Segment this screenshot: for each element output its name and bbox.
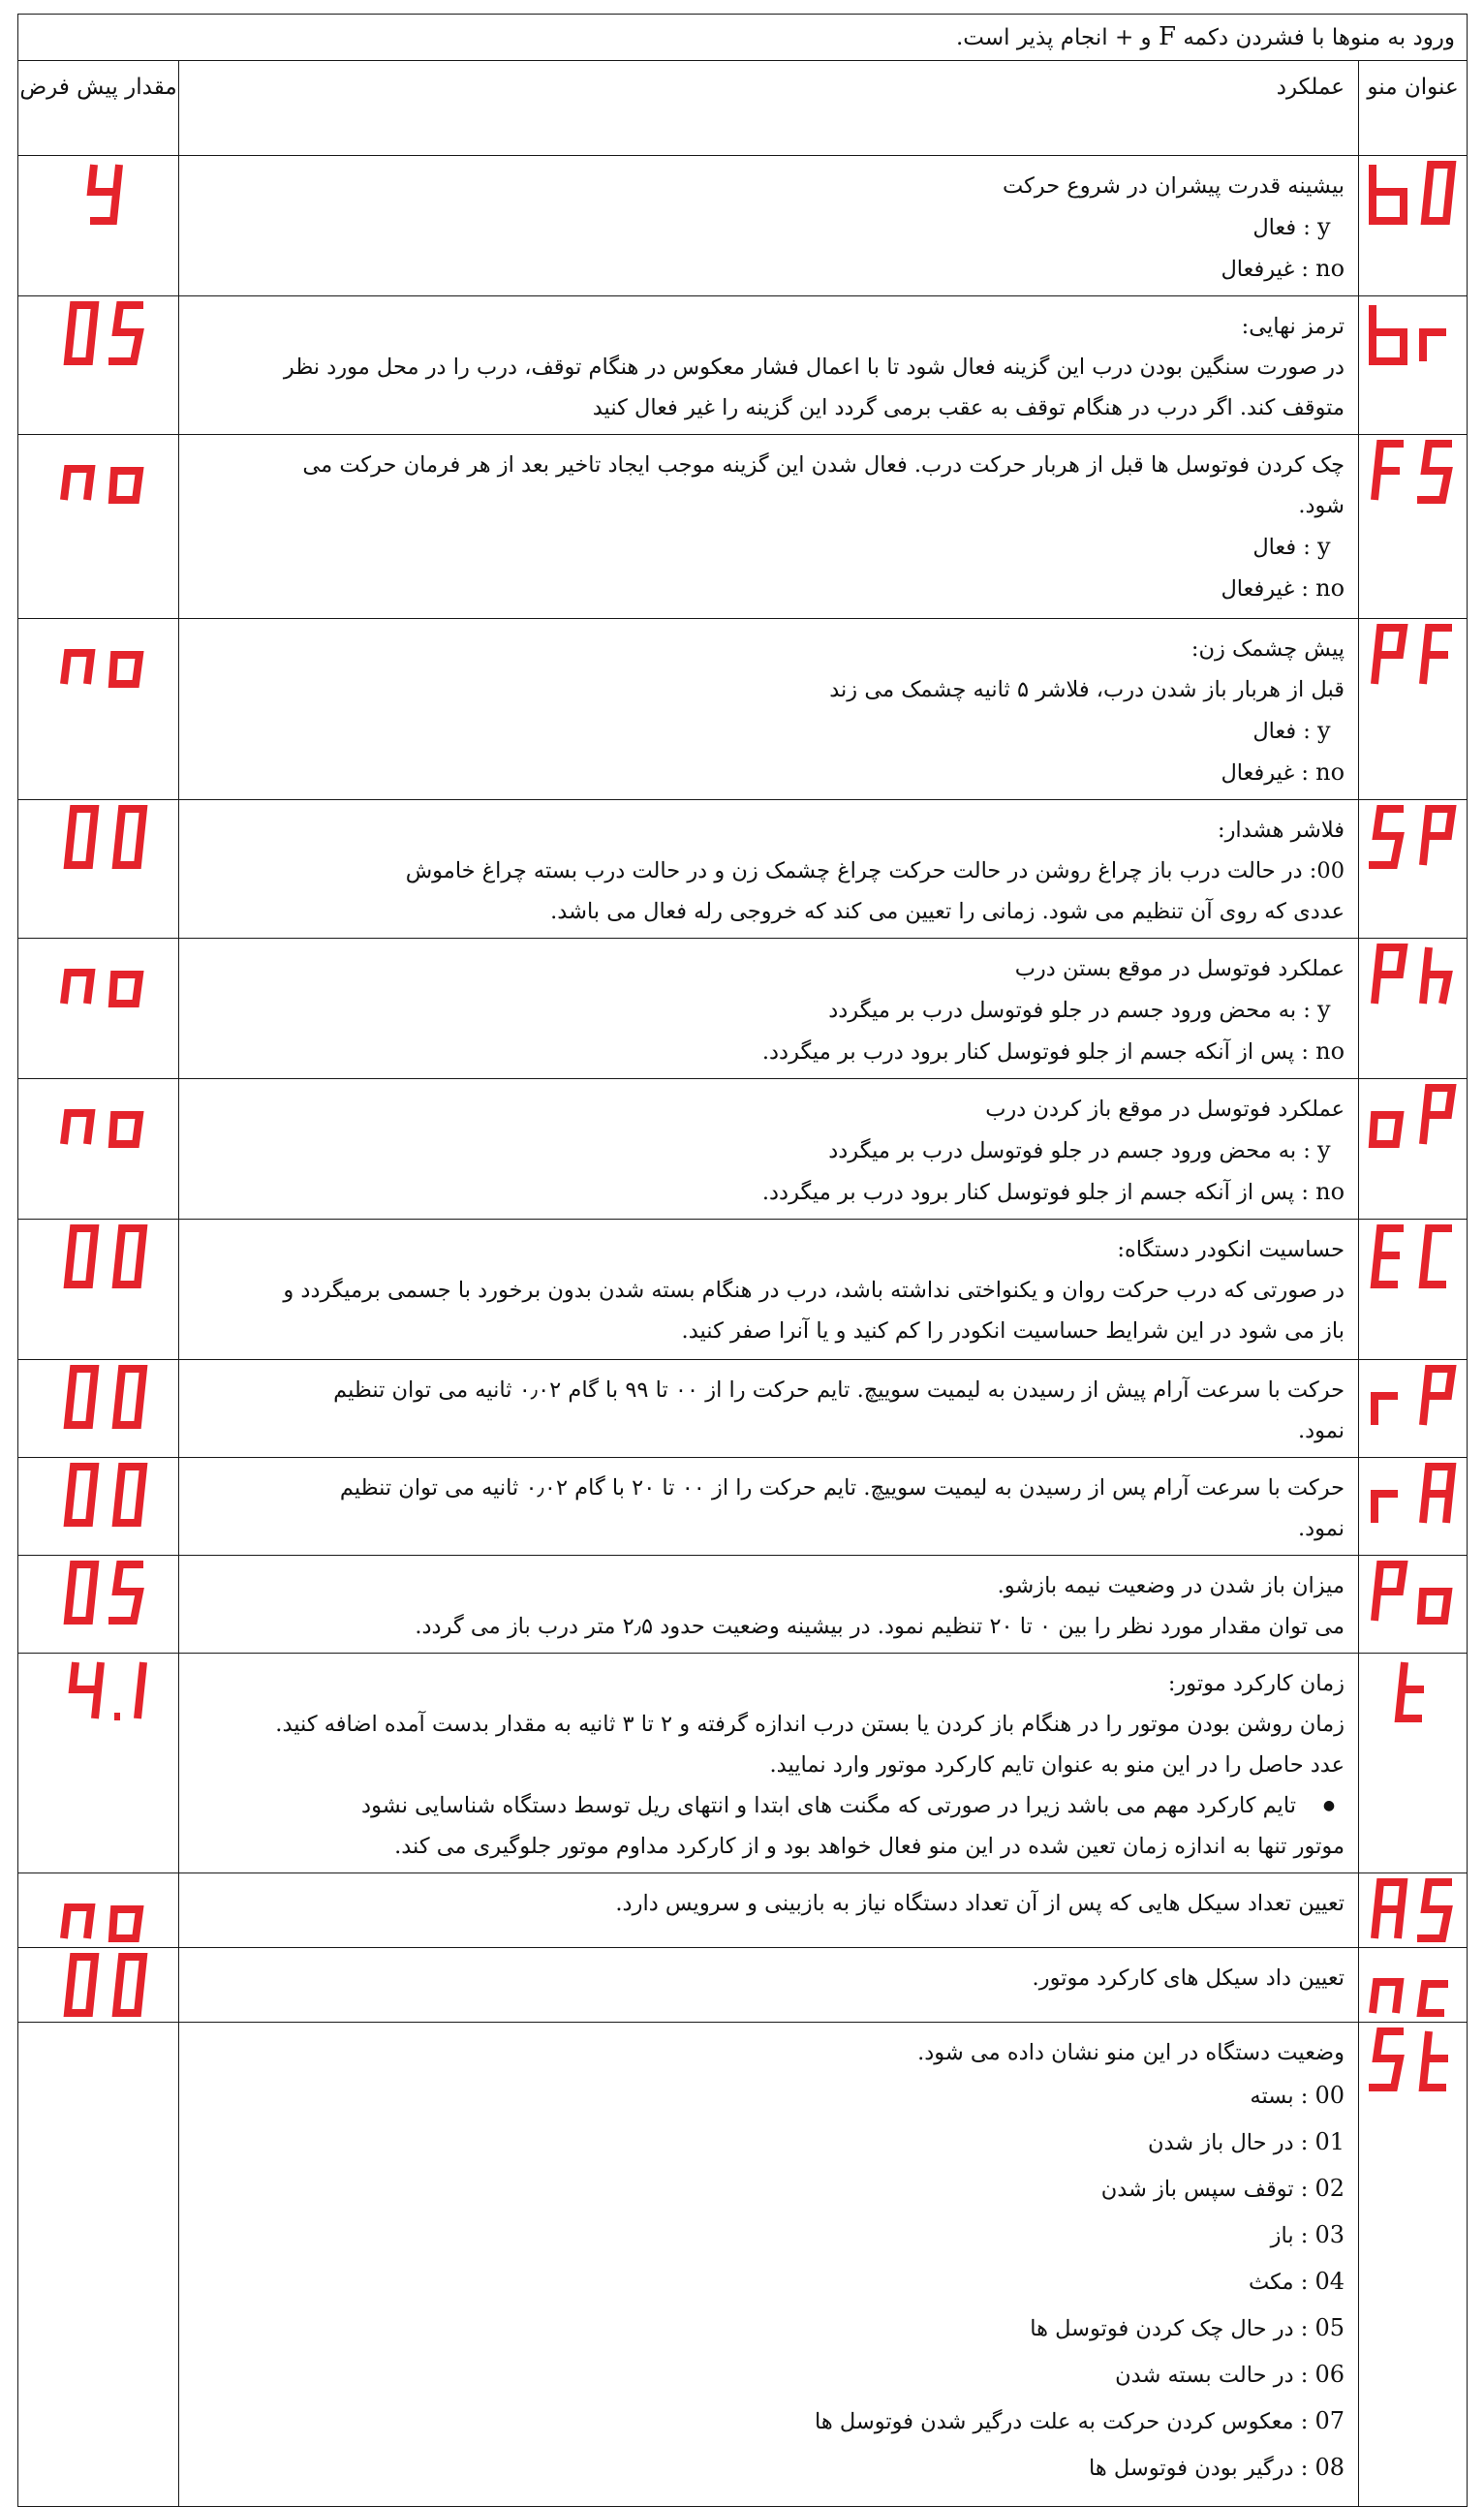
- menu-code-display: [1349, 620, 1466, 692]
- segment-glyph: [68, 1369, 95, 1425]
- menu-row: [18, 1220, 1468, 1360]
- option-line: y : فعال: [193, 710, 1345, 752]
- menu-row: [18, 1079, 1468, 1220]
- option-key: 05: [1314, 2314, 1345, 2341]
- function-cell: [179, 939, 1359, 1079]
- option-key: 08: [1314, 2454, 1345, 2481]
- default-value-display: [41, 157, 157, 229]
- menu-row: [18, 1948, 1468, 2023]
- segment-glyph: [68, 1467, 95, 1523]
- function-line: زمان کارکرد موتور:: [1167, 1671, 1345, 1696]
- default-value-cell: [18, 1556, 179, 1654]
- banner-pre: ورود به منوها با فشردن دکمه: [1183, 25, 1456, 50]
- menu-code-cell: [1359, 1556, 1468, 1654]
- option-line: no : غیرفعال: [193, 248, 1345, 290]
- option-key: y: [1317, 213, 1331, 240]
- option-value: به محض ورود جسم در جلو فوتوسل درب بر میگردد: [828, 998, 1297, 1023]
- default-value-cell: [18, 619, 179, 800]
- segment-glyph: [68, 1564, 95, 1621]
- function-cell: [179, 156, 1359, 296]
- header-function: عملکرد: [179, 61, 1359, 156]
- function-cell: [179, 1948, 1359, 2023]
- function-cell: [179, 800, 1359, 939]
- option-key: 02: [1314, 2175, 1345, 2202]
- segment-glyph: [68, 809, 95, 865]
- segment-glyph: [112, 975, 139, 1004]
- segment-glyph: [64, 973, 91, 1004]
- menu-code-display: [1349, 2024, 1466, 2095]
- option-line: 07 : معکوس کردن حرکت به علت درگیر شدن فوتوسل ها: [193, 2399, 1345, 2445]
- default-value-cell: [18, 1458, 179, 1556]
- default-value-display: [41, 297, 157, 369]
- segment-glyph: [1423, 1467, 1452, 1523]
- function-line: تعیین تعداد سیکل هایی که پس از آن تعداد دستگاه نیاز به بازبینی و سرویس دارد.: [615, 1891, 1345, 1916]
- option-key: 07: [1314, 2407, 1345, 2434]
- option-key: 00: [1314, 2082, 1345, 2109]
- option-key: 03: [1314, 2221, 1345, 2248]
- function-cell: [179, 435, 1359, 619]
- segment-glyph: [108, 1564, 143, 1621]
- segment-glyph: [64, 469, 91, 500]
- option-value: غیرفعال: [1221, 576, 1295, 602]
- default-value-cell: [18, 1654, 179, 1873]
- header-default-value: مقدار پیش فرض: [18, 61, 179, 156]
- default-value-cell: [18, 939, 179, 1079]
- function-line: می توان مقدار مورد نظر را بین ۰ تا ۲۰ تنظیم نمود. در بیشینه وضعیت حدود ۲٫۵ متر درب باز می گردد.: [415, 1614, 1345, 1639]
- option-line: 04 : مکث: [193, 2259, 1345, 2306]
- function-line: قبل از هربار باز شدن درب، فلاشر ۵ ثانیه چشمک می زند: [829, 677, 1345, 702]
- function-line: چک کردن فوتوسل ها قبل از هربار حرکت درب. فعال شدن این گزینه موجب ایجاد تاخیر بعد از هر فرمان حرکت می: [302, 452, 1345, 478]
- menu-code-cell: [1359, 1873, 1468, 1948]
- default-value-cell: [18, 1079, 179, 1220]
- option-value: معکوس کردن حرکت به علت درگیر شدن فوتوسل ها: [815, 2409, 1294, 2434]
- function-line: موتور تنها به اندازه زمان تعین شده در این منو فعال خواهد بود و از کارکرد مداوم موتور جلوگیری می کند.: [394, 1834, 1345, 1859]
- option-value: پس از آنکه جسم از جلو فوتوسل کنار برود درب بر میگردد.: [761, 1180, 1295, 1205]
- menu-row: [18, 296, 1468, 435]
- menu-code-cell: [1359, 1458, 1468, 1556]
- option-value: فعال: [1252, 535, 1297, 560]
- option-line: no : غیرفعال: [193, 752, 1345, 793]
- menu-code-display: [1349, 1221, 1466, 1292]
- menu-code-display: [1349, 1459, 1466, 1531]
- menu-code-display: [1349, 1557, 1466, 1628]
- menu-code-cell: [1359, 1948, 1468, 2023]
- segment-glyph: [64, 1907, 91, 1938]
- option-key: no: [1315, 1037, 1345, 1065]
- option-line: y : به محض ورود جسم در جلو فوتوسل درب بر میگردد: [193, 1130, 1345, 1171]
- menu-code-cell: [1359, 1079, 1468, 1220]
- menu-code-display: [1349, 1080, 1466, 1152]
- menu-code-cell: [1359, 619, 1468, 800]
- option-key: no: [1315, 255, 1345, 282]
- function-line: حساسیت انکودر دستگاه:: [1117, 1237, 1345, 1262]
- default-value-display: [41, 1459, 157, 1531]
- menu-row: [18, 1556, 1468, 1654]
- default-value-display: [41, 1557, 157, 1628]
- segment-glyph: [116, 1957, 143, 2013]
- banner-cell: [18, 15, 1468, 61]
- option-line: y : فعال: [193, 206, 1345, 248]
- function-cell: [179, 1360, 1359, 1458]
- segment-glyph: [1423, 328, 1446, 361]
- segment-glyph: [1421, 1984, 1448, 2013]
- function-line: میزان باز شدن در وضعیت نیمه بازشو.: [997, 1573, 1345, 1598]
- segment-glyph: [1369, 809, 1404, 865]
- option-line: 08 : درگیر بودن فوتوسل ها: [193, 2445, 1345, 2492]
- segment-glyph: [1417, 444, 1452, 500]
- segment-glyph: [1373, 165, 1404, 221]
- default-value-cell: [18, 1220, 179, 1360]
- option-line: no : غیرفعال: [193, 568, 1345, 609]
- menu-code-cell: [1359, 435, 1468, 619]
- function-cell: [179, 1556, 1359, 1654]
- default-value-display: [41, 1080, 157, 1152]
- menu-row: [18, 2023, 1468, 2507]
- segment-glyph: [1423, 1369, 1452, 1425]
- option-line: 01 : در حال باز شدن: [193, 2120, 1345, 2166]
- header-menu-title: عنوان منو: [1359, 61, 1468, 156]
- header-row: [18, 61, 1468, 156]
- option-value: در حال چک کردن فوتوسل ها: [1030, 2316, 1294, 2341]
- segment-glyph: [1375, 1564, 1404, 1621]
- menu-code-cell: [1359, 1220, 1468, 1360]
- segment-glyph: [112, 1909, 139, 1938]
- function-cell: [179, 619, 1359, 800]
- segment-glyph: [1421, 1592, 1448, 1621]
- option-key: no: [1315, 1178, 1345, 1205]
- function-line: فلاشر هشدار:: [1217, 818, 1345, 843]
- segment-glyph: [1375, 1228, 1404, 1284]
- segment-glyph: [1399, 1662, 1424, 1718]
- option-key: y: [1317, 717, 1331, 744]
- default-value-display: [41, 1361, 157, 1433]
- menu-row: [18, 1873, 1468, 1948]
- function-line: پیش چشمک زن:: [1190, 636, 1345, 662]
- menu-code-display: [1349, 801, 1466, 873]
- option-value: به محض ورود جسم در جلو فوتوسل درب بر میگردد: [828, 1138, 1297, 1163]
- function-line: زمان روشن بودن موتور را در هنگام باز کردن یا بستن درب اندازه گرفته و ۲ تا ۳ ثانیه به مقدار بدست آمده اضافه کنید.: [275, 1712, 1345, 1737]
- menu-code-cell: [1359, 156, 1468, 296]
- segment-glyph: [1373, 1982, 1400, 2013]
- bullet-line: ● تایم کارکرد مهم می باشد زیرا در صورتی که مگنت های ابتدا و انتهای ریل توسط دستگاه شناسایی نشود: [193, 1785, 1345, 1826]
- menu-code-display: [1349, 157, 1466, 229]
- option-line: no : پس از آنکه جسم از جلو فوتوسل کنار برود درب بر میگردد.: [193, 1171, 1345, 1213]
- function-line: باز می شود در این شرایط حساسیت انکودر را کم کنید و یا آنرا صفر کنید.: [681, 1318, 1345, 1344]
- function-line: در صورت سنگین بودن درب این گزینه فعال شود تا با اعمال فشار معکوس در هنگام توقف، درب را در محل مورد نظر: [283, 355, 1345, 380]
- option-value: در حال باز شدن: [1147, 2130, 1294, 2155]
- menu-code-display: [1349, 940, 1466, 1011]
- function-line: حرکت با سرعت آرام پیش از رسیدن به لیمیت سوییچ. تایم حرکت را از ۰۰ تا ۹۹ با گام ۰٫۰۲ ثانیه می توان تنظیم: [333, 1377, 1345, 1403]
- option-value: غیرفعال: [1221, 257, 1295, 282]
- banner-key-f: F: [1158, 22, 1177, 51]
- segment-glyph: [112, 471, 139, 500]
- default-value-cell: [18, 296, 179, 435]
- segment-glyph: [90, 165, 119, 221]
- menu-code-cell: [1359, 1360, 1468, 1458]
- default-value-display: [41, 1221, 157, 1292]
- function-cell: [179, 2023, 1359, 2507]
- segment-glyph: [1369, 2031, 1404, 2088]
- segment-glyph: [1373, 305, 1404, 361]
- menu-table: [17, 14, 1468, 2507]
- menu-code-display: [1349, 1949, 1466, 2021]
- function-cell: [179, 1079, 1359, 1220]
- function-line: عدد حاصل را در این منو به عنوان تایم کارکرد موتور وارد نمایید.: [769, 1752, 1345, 1778]
- menu-code-cell: [1359, 800, 1468, 939]
- function-line: نمود.: [1297, 1516, 1345, 1541]
- menu-code-display: [1349, 1874, 1466, 1946]
- default-value-display: [41, 1949, 157, 2021]
- banner-mid: و: [1140, 25, 1152, 50]
- segment-glyph: [73, 1662, 101, 1718]
- segment-glyph: [1375, 444, 1404, 500]
- segment-glyph: [108, 305, 143, 361]
- option-value: بسته: [1250, 2084, 1294, 2109]
- default-value-cell: [18, 1873, 179, 1948]
- function-line: متوقف کند. اگر درب در هنگام توقف به عقب برمی گردد این گزینه را غیر فعال کنید: [592, 395, 1345, 420]
- function-line: عملکرد فوتوسل در موقع باز کردن درب: [985, 1097, 1345, 1122]
- segment-glyph: [1375, 1490, 1398, 1523]
- default-value-display: [41, 1655, 157, 1726]
- function-line: عملکرد فوتوسل در موقع بستن درب: [1014, 956, 1345, 981]
- segment-glyph: [68, 305, 95, 361]
- option-value: غیرفعال: [1221, 760, 1295, 786]
- segment-glyph: [1375, 947, 1404, 1004]
- option-line: 02 : توقف سپس باز شدن: [193, 2166, 1345, 2213]
- option-value: درگیر بودن فوتوسل ها: [1089, 2456, 1294, 2481]
- option-key: 01: [1314, 2128, 1345, 2155]
- option-line: 05 : در حال چک کردن فوتوسل ها: [193, 2306, 1345, 2352]
- menu-row: [18, 1360, 1468, 1458]
- menu-code-cell: [1359, 1654, 1468, 1873]
- default-value-cell: [18, 156, 179, 296]
- function-cell: [179, 1458, 1359, 1556]
- segment-glyph: [1423, 628, 1452, 684]
- option-value: توقف سپس باز شدن: [1100, 2177, 1294, 2202]
- segment-glyph: [1423, 809, 1452, 865]
- default-value-cell: [18, 435, 179, 619]
- function-cell: [179, 296, 1359, 435]
- option-line: 03 : باز: [193, 2213, 1345, 2259]
- option-value: مکث: [1249, 2270, 1294, 2295]
- segment-glyph: [1423, 947, 1448, 1004]
- segment-glyph: [112, 1115, 139, 1144]
- function-line: بیشینه قدرت پیشران در شروع حرکت: [1003, 173, 1345, 199]
- menu-row: [18, 619, 1468, 800]
- function-line: شود.: [1298, 493, 1345, 518]
- default-value-cell: [18, 800, 179, 939]
- default-value-display: [41, 801, 157, 873]
- menu-row: [18, 1458, 1468, 1556]
- option-key: no: [1315, 758, 1345, 786]
- option-value: باز: [1270, 2223, 1294, 2248]
- option-key: 06: [1314, 2361, 1345, 2388]
- option-key: y: [1317, 996, 1331, 1023]
- option-line: no : پس از آنکه جسم از جلو فوتوسل کنار برود درب بر میگردد.: [193, 1031, 1345, 1072]
- segment-glyph: [1423, 1088, 1452, 1144]
- default-value-display: [41, 940, 157, 1011]
- segment-glyph: [1375, 628, 1404, 684]
- segment-glyph: [68, 1957, 95, 2013]
- function-cell: [179, 1654, 1359, 1873]
- default-value-display: [41, 1874, 157, 1946]
- default-value-cell: [18, 2023, 179, 2507]
- segment-glyph: [1425, 165, 1452, 221]
- option-value: پس از آنکه جسم از جلو فوتوسل کنار برود درب بر میگردد.: [761, 1039, 1295, 1065]
- menu-code-display: [1349, 297, 1466, 369]
- banner-key-plus: +: [1114, 25, 1134, 50]
- menu-row: [18, 435, 1468, 619]
- banner-row: [18, 15, 1468, 61]
- option-value: فعال: [1252, 215, 1297, 240]
- segment-glyph: [116, 1228, 143, 1284]
- option-line: y : فعال: [193, 526, 1345, 568]
- option-line: 06 : در حالت بسته شدن: [193, 2352, 1345, 2399]
- segment-glyph: [68, 1228, 95, 1284]
- segment-glyph: [64, 653, 91, 684]
- menu-row: [18, 156, 1468, 296]
- segment-glyph: [1423, 2031, 1448, 2088]
- function-line: تعیین داد سیکل های کارکرد موتور.: [1032, 1965, 1345, 1991]
- default-value-cell: [18, 1948, 179, 2023]
- segment-glyph: [116, 809, 143, 865]
- segment-glyph: [1417, 1882, 1452, 1938]
- function-cell: [179, 1873, 1359, 1948]
- menu-row: [18, 1654, 1468, 1873]
- menu-code-display: [1349, 1655, 1466, 1726]
- segment-glyph: [116, 1467, 143, 1523]
- function-line: حرکت با سرعت آرام پس از رسیدن به لیمیت سوییچ. تایم حرکت را از ۰۰ تا ۲۰ با گام ۰٫۰۲ ثانیه می توان تنظیم: [339, 1475, 1345, 1501]
- menu-code-cell: [1359, 296, 1468, 435]
- menu-row: [18, 939, 1468, 1079]
- option-key: no: [1315, 574, 1345, 602]
- menu-code-cell: [1359, 939, 1468, 1079]
- option-value: فعال: [1252, 719, 1297, 744]
- option-key: 04: [1314, 2268, 1345, 2295]
- function-line: عددی که روی آن تنظیم می شود. زمانی را تعیین می کند که خروجی رله فعال می باشد.: [550, 899, 1345, 924]
- option-line: y : به محض ورود جسم در جلو فوتوسل درب بر میگردد: [193, 989, 1345, 1031]
- segment-glyph: [1373, 1115, 1400, 1144]
- function-line: در صورتی که درب حرکت روان و یکنواختی نداشته باشد، درب در هنگام بسته شدن بدون برخورد با جسمی برمیگردد و: [283, 1278, 1345, 1303]
- menu-row: [18, 800, 1468, 939]
- default-value-display: [41, 436, 157, 508]
- function-line: وضعیت دستگاه در این منو نشان داده می شود.: [917, 2040, 1345, 2065]
- segment-glyph: [1375, 1882, 1404, 1938]
- function-line: نمود.: [1297, 1418, 1345, 1443]
- option-key: y: [1317, 1136, 1331, 1163]
- default-value-display: [41, 620, 157, 692]
- option-line: 00 : بسته: [193, 2073, 1345, 2120]
- function-line: ترمز نهایی:: [1241, 314, 1345, 339]
- option-value: در حالت بسته شدن: [1115, 2363, 1294, 2388]
- menu-code-cell: [1359, 2023, 1468, 2507]
- segment-glyph: [1375, 1392, 1398, 1425]
- segment-glyph: [1423, 1228, 1452, 1284]
- function-line: 00: در حالت درب باز چراغ روشن در حالت حرکت چراغ چشمک زن و در حالت درب بسته چراغ خاموش: [405, 858, 1345, 883]
- banner-post: انجام پذیر است.: [956, 25, 1108, 50]
- function-cell: [179, 1220, 1359, 1360]
- segment-glyph: [116, 1369, 143, 1425]
- menu-code-display: [1349, 1361, 1466, 1433]
- default-value-cell: [18, 1360, 179, 1458]
- segment-glyph: [112, 655, 139, 684]
- segment-glyph: [138, 1662, 143, 1718]
- segment-glyph: [64, 1113, 91, 1144]
- option-key: y: [1317, 533, 1331, 560]
- menu-code-display: [1349, 436, 1466, 508]
